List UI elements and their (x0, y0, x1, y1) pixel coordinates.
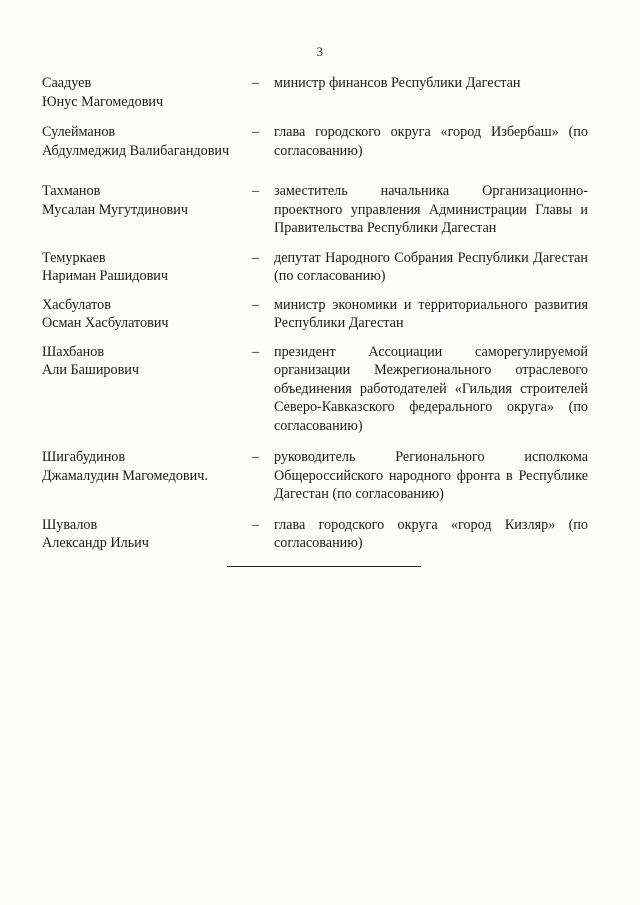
member-role: министр экономики и территориального развития Республики Дагестан (274, 296, 588, 331)
member-role: министр финансов Республики Дагестан (274, 75, 521, 91)
member-surname: Саадуев (42, 75, 92, 91)
member-surname: Шахбанов (42, 343, 105, 360)
member-name (42, 182, 252, 219)
dash: – (252, 516, 260, 533)
dash: – (252, 75, 260, 91)
member-entry (42, 182, 588, 238)
dash: – (252, 124, 260, 140)
member-entry (42, 296, 588, 333)
member-entry (42, 448, 588, 504)
member-given-names: Джамалудин Магомедович. (42, 467, 208, 484)
member-role: депутат Народного Собрания Республики Дагестан (по согласованию) (274, 249, 588, 284)
member-entry (42, 343, 588, 436)
member-entry (42, 123, 588, 160)
member-given-names: Александр Ильич (42, 535, 149, 551)
member-name (42, 74, 252, 111)
end-divider-line (227, 566, 421, 567)
dash: – (252, 183, 260, 199)
member-surname: Тахманов (42, 183, 101, 199)
member-given-names: Мусалан Мугутдинович (42, 201, 188, 218)
members-list (42, 74, 588, 553)
member-role: президент Ассоциации саморегулируемой организации Межрегионального отраслевого объединения работодателей «Гильдия строителей Северо-Кавказского федерального округа» (по согласованию) (274, 343, 588, 434)
member-role: глава городского округа «город Кизляр» (по согласованию) (274, 516, 588, 551)
member-entry (42, 516, 588, 553)
member-name (42, 343, 252, 380)
member-name (42, 296, 252, 333)
member-role: заместитель начальника Организационно-проектного управления Администрации Главы и Правительства Республики Дагестан (274, 183, 588, 236)
member-entry (42, 249, 588, 286)
member-surname: Темуркаев (42, 249, 106, 266)
dash: – (252, 449, 260, 465)
member-name (42, 249, 252, 286)
member-role: руководитель Регионального исполкома Общероссийского народного фронта в Республике Дагестан (по согласованию) (274, 449, 588, 502)
member-surname: Сулейманов (42, 124, 116, 140)
dash: – (252, 296, 260, 313)
member-given-names: Осман Хасбулатович (42, 315, 169, 331)
member-name (42, 448, 252, 485)
dash: – (252, 249, 260, 266)
member-surname: Хасбулатов (42, 296, 111, 313)
member-name (42, 123, 252, 160)
member-name (42, 516, 252, 553)
member-role: глава городского округа «город Избербаш» (по согласованию) (274, 124, 588, 159)
member-given-names: Али Баширович (42, 362, 140, 378)
member-given-names: Юнус Магомедович (42, 93, 164, 110)
dash: – (252, 343, 260, 360)
member-surname: Шигабудинов (42, 449, 126, 465)
member-given-names: Абдулмеджид Валибагандович (42, 142, 230, 159)
member-given-names: Нариман Рашидович (42, 268, 168, 284)
page-number: 3 (316, 44, 324, 59)
member-surname: Шувалов (42, 516, 98, 533)
member-entry (42, 74, 588, 111)
